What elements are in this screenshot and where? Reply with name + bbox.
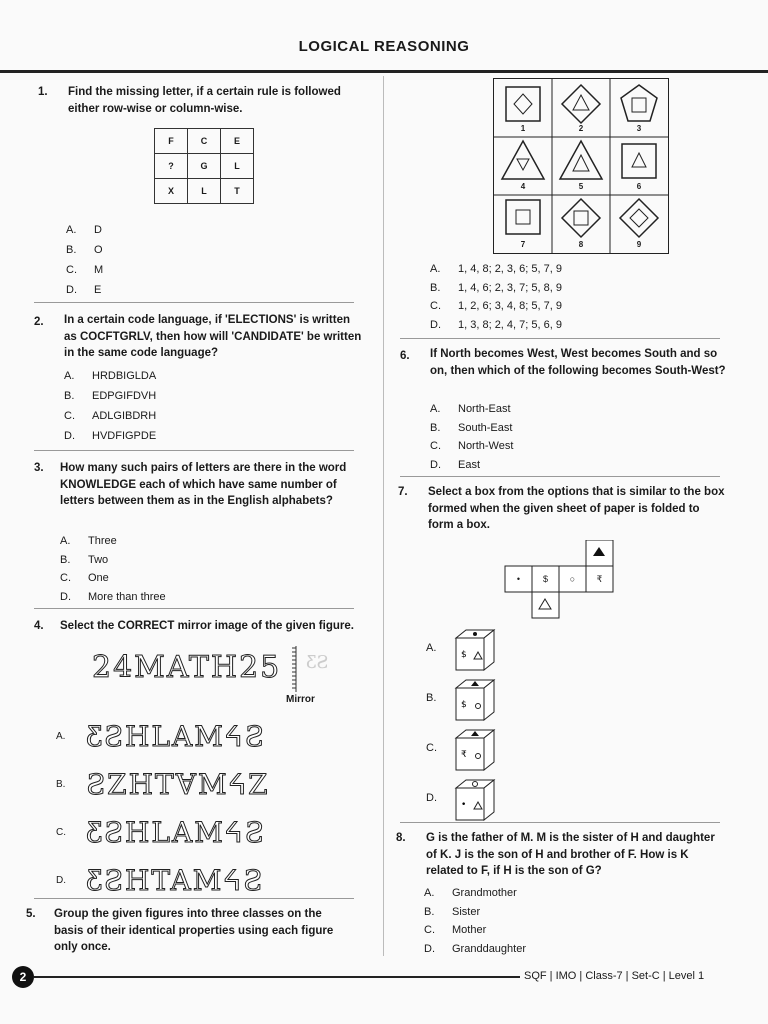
separator	[34, 450, 354, 451]
option-letter: D.	[56, 874, 66, 886]
option-letter: C.	[66, 264, 77, 276]
option[interactable]	[66, 280, 103, 300]
option[interactable]	[430, 279, 562, 298]
option-text: 1, 4, 8; 2, 3, 6; 5, 7, 9	[458, 263, 562, 275]
option-letter: D.	[430, 318, 441, 331]
q1-number: 1.	[38, 86, 48, 98]
cell-number: 3	[636, 124, 642, 133]
option-letter: A.	[66, 224, 77, 236]
option-figure: ƧZHTⱯMᔦZ	[86, 767, 270, 801]
cube-icon	[452, 678, 498, 724]
option[interactable]	[430, 260, 562, 279]
option[interactable]	[430, 437, 513, 456]
q2-text: In a certain code language, if 'ELECTIONS' is written as COCFTGRLV, then how will 'CANDIDATE' be written in the same code language?	[64, 314, 362, 359]
option[interactable]	[56, 808, 270, 856]
q8-options	[424, 884, 526, 958]
option-text: 1, 3, 8; 2, 4, 7; 5, 6, 9	[458, 318, 562, 331]
q6-options	[430, 400, 513, 474]
option[interactable]	[430, 400, 513, 419]
option-text: North-East	[458, 403, 511, 415]
separator	[400, 476, 720, 477]
cell-number: 6	[636, 182, 642, 191]
page-number: 2	[12, 966, 34, 988]
grid-cell: L	[221, 154, 254, 179]
q6-text: If North becomes West, West becomes South and so on, then which of the following becomes South-West?	[430, 348, 726, 377]
option[interactable]	[424, 940, 526, 959]
option-text: North-West	[458, 440, 514, 452]
option[interactable]	[424, 903, 526, 922]
option-text: O	[94, 244, 103, 256]
grid-cell: C	[188, 129, 221, 154]
option-text: Sister	[452, 905, 481, 918]
option-letter: C.	[56, 826, 66, 838]
option[interactable]	[56, 712, 270, 760]
footer-rule	[34, 976, 520, 978]
grid-cell: ?	[155, 154, 188, 179]
q4-mirror-graphic	[282, 640, 372, 696]
option[interactable]	[66, 240, 103, 260]
cell-number: 5	[578, 182, 584, 191]
page-title: LOGICAL REASONING	[298, 38, 470, 55]
q5-text: Group the given figures into three classes on the basis of their identical properties using each figure only once.	[54, 908, 334, 953]
q4-figure: 24MATH25	[92, 650, 282, 685]
net-symbol: ○	[569, 574, 576, 584]
option[interactable]	[424, 884, 526, 903]
option-letter: A.	[64, 370, 75, 382]
option-text: Two	[88, 553, 109, 566]
option-letter: C.	[426, 742, 437, 754]
option-text: Three	[88, 535, 117, 547]
option-letter: B.	[56, 778, 66, 790]
cell-number: 4	[520, 182, 526, 191]
option-letter: C.	[64, 410, 75, 422]
cell-number: 7	[520, 240, 526, 249]
header-rule	[0, 70, 768, 73]
cell-number: 9	[636, 240, 642, 249]
option[interactable]	[56, 856, 270, 904]
column-divider	[383, 76, 384, 956]
cell-number: 8	[578, 240, 584, 249]
q7-text: Select a box from the options that is similar to the box formed when the given sheet of paper is folded to form a box.	[428, 486, 725, 531]
q5-number: 5.	[26, 908, 36, 920]
option-letter: B.	[424, 905, 435, 918]
svg-text:•: •	[461, 800, 467, 810]
grid-cell: L	[188, 179, 221, 204]
net-symbol: •	[516, 574, 521, 584]
option-text: Granddaughter	[452, 942, 526, 955]
option-text: South-East	[458, 421, 513, 434]
option-letter: D.	[60, 590, 71, 603]
svg-text:$: $	[461, 650, 467, 660]
q1-text: Find the missing letter, if a certain rule is followed either row-wise or column-wise.	[68, 86, 341, 115]
option[interactable]	[60, 532, 166, 551]
option-text: One	[88, 572, 109, 584]
q1-letter-grid	[154, 128, 254, 204]
q4-number: 4.	[34, 620, 44, 632]
option[interactable]	[430, 419, 513, 438]
option-text: ADLGIBDRH	[92, 410, 157, 422]
grid-cell: G	[188, 154, 221, 179]
cube-icon	[452, 628, 498, 674]
q1-options	[66, 220, 103, 300]
separator	[34, 898, 354, 899]
option-letter: C.	[424, 924, 435, 936]
option-text: 1, 4, 6; 2, 3, 7; 5, 8, 9	[458, 281, 562, 294]
option-letter: B.	[66, 244, 77, 256]
option[interactable]	[60, 569, 166, 588]
q3-options	[60, 532, 166, 606]
option[interactable]	[66, 220, 103, 240]
option-letter: D.	[66, 284, 77, 296]
option-letter: A.	[426, 642, 437, 654]
option[interactable]	[56, 760, 270, 808]
option-text: E	[94, 284, 102, 296]
option-figure: ƸƧHTAMᔦƧ	[86, 863, 265, 897]
option[interactable]	[66, 260, 103, 280]
option[interactable]	[64, 386, 156, 406]
grid-cell: T	[221, 179, 254, 204]
option[interactable]	[60, 588, 166, 607]
option[interactable]	[430, 316, 562, 335]
cube-icon	[452, 728, 498, 774]
option[interactable]	[60, 551, 166, 570]
grid-cell: X	[155, 179, 188, 204]
option-text: EDPGIFDVH	[92, 390, 157, 402]
option-text: M	[94, 264, 104, 276]
option-text: East	[458, 458, 481, 471]
q2-options	[64, 366, 156, 446]
svg-text:ƸƧ: ƸƧ	[306, 652, 329, 673]
option-text: HVDFIGPDE	[92, 430, 157, 442]
option-text: HRDBIGLDA	[92, 370, 157, 382]
option-letter: B.	[430, 421, 441, 434]
q5-figure-grid	[493, 78, 669, 254]
q8-number: 8.	[396, 832, 406, 844]
option-letter: D.	[64, 430, 75, 442]
q3-text: How many such pairs of letters are there in the word KNOWLEDGE each of which have same number of letters between them as in the English alphabets?	[60, 462, 347, 507]
option-figure: ƸƧHLAMᔦƧ	[86, 719, 266, 753]
net-symbol: $	[542, 574, 548, 584]
option[interactable]	[430, 456, 513, 475]
option-letter: A.	[430, 263, 441, 275]
option-letter: D.	[426, 792, 437, 804]
option-letter: C.	[430, 440, 441, 452]
net-symbol: ₹	[596, 574, 603, 584]
option-text: D	[94, 224, 102, 236]
option-letter: B.	[64, 390, 75, 402]
grid-cell: F	[155, 129, 188, 154]
option-text: Grandmother	[452, 887, 517, 899]
q6-number: 6.	[400, 350, 410, 362]
option[interactable]	[64, 426, 156, 446]
separator	[34, 608, 354, 609]
cell-number: 2	[578, 124, 584, 133]
option-letter: B.	[60, 553, 71, 566]
q7-number: 7.	[398, 486, 408, 498]
option-letter: D.	[424, 942, 435, 955]
option-text: More than three	[88, 590, 166, 603]
separator	[400, 338, 720, 339]
q7-net	[504, 540, 614, 627]
option-letter: D.	[430, 458, 441, 471]
option-letter: B.	[426, 692, 437, 704]
q4-options	[56, 712, 270, 904]
option-figure: ƸƧHLAMᔦƧ	[86, 815, 266, 849]
option-letter: B.	[430, 281, 441, 294]
option-letter: A.	[56, 730, 66, 742]
option-text: 1, 2, 6; 3, 4, 8; 5, 7, 9	[458, 300, 562, 312]
option-text: Mother	[452, 924, 487, 936]
cube-icon	[452, 778, 498, 824]
mirror-label: Mirror	[286, 694, 315, 705]
grid-cell: E	[221, 129, 254, 154]
separator	[34, 302, 354, 303]
svg-text:$: $	[461, 700, 467, 710]
option[interactable]	[64, 366, 156, 386]
q8-text: G is the father of M. M is the sister of H and daughter of K. J is the son of H and brother of F. How is K related to F, if H is the son of G?	[426, 832, 715, 877]
option[interactable]	[64, 406, 156, 426]
option-letter: C.	[60, 572, 71, 584]
q2-number: 2.	[34, 316, 44, 328]
option-letter: A.	[60, 535, 71, 547]
option[interactable]	[430, 297, 562, 316]
svg-text:₹: ₹	[461, 750, 467, 760]
q5-options	[430, 260, 562, 334]
q4-text: Select the CORRECT mirror image of the given figure.	[60, 620, 354, 632]
q3-number: 3.	[34, 462, 44, 474]
option[interactable]	[424, 921, 526, 940]
option-letter: C.	[430, 300, 441, 312]
option-letter: A.	[424, 887, 435, 899]
footer-text: SQF | IMO | Class-7 | Set-C | Level 1	[524, 970, 705, 982]
separator	[400, 822, 720, 823]
option-letter: A.	[430, 403, 441, 415]
cell-number: 1	[520, 124, 526, 133]
